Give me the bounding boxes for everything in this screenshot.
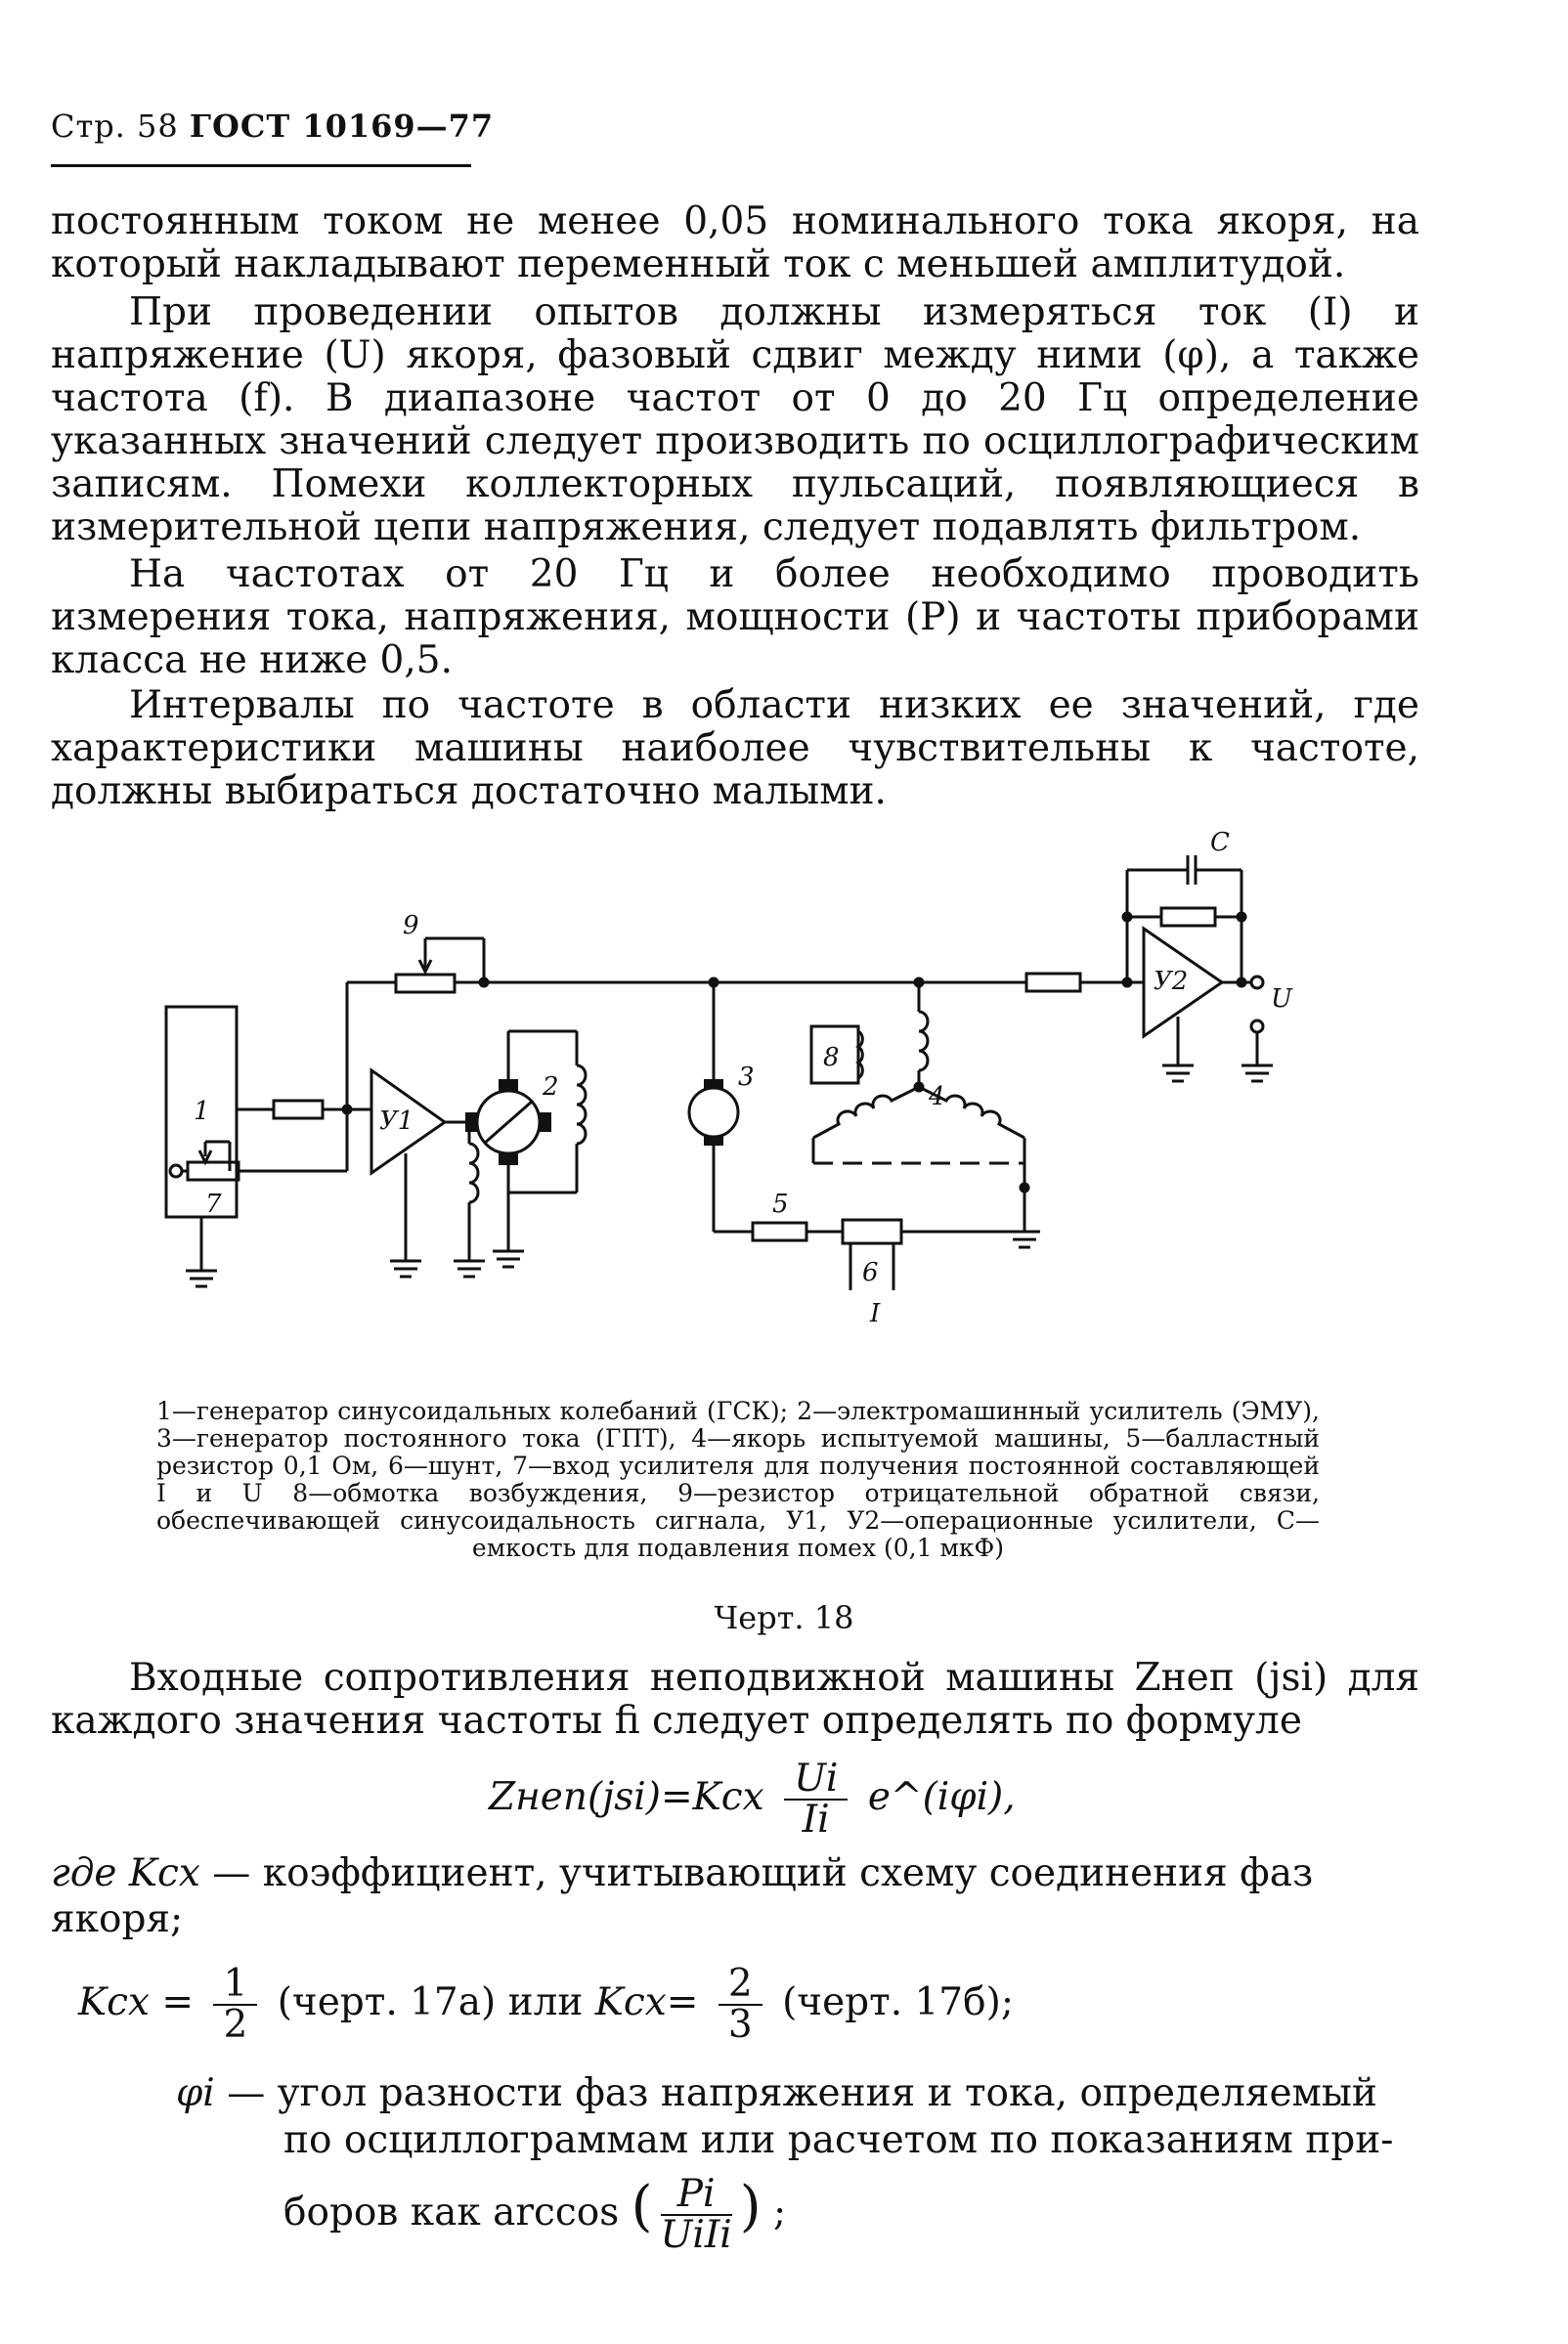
resistor-5 (753, 1223, 806, 1240)
kcx-values (78, 1962, 1014, 2047)
formula-num: Ui (784, 1759, 848, 1801)
phi-num: Pi (661, 2175, 732, 2216)
label-5: 5 (772, 1190, 789, 1219)
kcx-b-fraction (719, 1962, 762, 2047)
shunt-6 (843, 1220, 901, 1243)
label-8: 8 (823, 1043, 840, 1072)
kcx-continuation: якоря; (51, 1897, 184, 1941)
figure-caption: 1—генератор синусоидальных колебаний (ГСК); 2—электромашинный усилитель (ЭМУ), 3—генератор постоянного тока (ГПТ), 4—якорь испытуемой машины, 5—балластный резистор 0,1 Ом, 6—шунт, 7—вход усилителя для получения постоянной составляющей I и U 8—обмотка возбуждения, 9—резистор отрицательной обратной связи, обеспечивающей синусоидальность сигнала, У1, У2—операционные усилители, С—емкость для подавления помех (0,1 мкФ) (156, 1397, 1320, 1562)
circuit-schematic (147, 821, 1320, 1368)
kcx-b-lhs: Kсх= (594, 1980, 699, 2024)
kcx-b-ref: (черт. 17б); (782, 1980, 1014, 2024)
page-number: Стр. 58 (51, 108, 179, 145)
paragraph-4: Интервалы по частоте в области низких ее значений, где характеристики машины наиболее чувствительны к частоте, должны выбираться достаточно малыми. (51, 683, 1419, 813)
standard-number: ГОСТ 10169—77 (189, 108, 495, 145)
formula-intro: Входные сопротивления неподвижной машины Zнеп (jsi) для каждого значения частоты fi следует определять по формуле (51, 1656, 1419, 1743)
label-4: 4 (929, 1082, 945, 1111)
kcx-b-den: 3 (727, 2003, 753, 2047)
phi-end: ; (773, 2191, 787, 2235)
label-u: U (1271, 984, 1292, 1014)
label-7: 7 (205, 1190, 222, 1219)
kcx-a-lhs: Kсх = (78, 1980, 195, 2024)
label-9: 9 (403, 911, 419, 940)
formula-tail: e^(iφi), (867, 1775, 1016, 1819)
label-y2: У2 (1154, 967, 1189, 996)
phi-definition-line1 (176, 2072, 1377, 2115)
phi-line3: боров как arccos (283, 2191, 620, 2235)
formula-fraction (784, 1759, 848, 1840)
phi-den: UiIi (660, 2213, 732, 2257)
label-2: 2 (543, 1072, 559, 1102)
phi-line1: — угол разности фаз напряжения и тока, определяемый (227, 2071, 1377, 2115)
phi-definition-line3: боров как arccos ( $\frac{Pi}{\text{UiIi}}$ ) ; (283, 2172, 787, 2257)
page-header (51, 108, 494, 145)
paragraph-2: При проведении опытов должны измеряться ток (I) и напряжение (U) якоря, фазовый сдвиг между ними (φ), а также частота (f). В диапазоне частот от 0 до 20 Гц определение указанных значений следует производить по осциллографическим записям. Помехи коллекторных пульсаций, появляющиеся в измерительной цепи напряжения, следует подавлять фильтром. (51, 290, 1419, 549)
paragraph-3: На частотах от 20 Гц и более необходимо проводить измерения тока, напряжения, мощности (P) и частоты приборами класса не ниже 0,5. (51, 552, 1419, 682)
label-c: С (1210, 828, 1230, 857)
kcx-a-den: 2 (223, 2003, 248, 2047)
dc-generator (689, 1088, 738, 1137)
figure-title: Черт. 18 (714, 1599, 854, 1636)
kcx-a-num: 1 (213, 1965, 257, 2006)
phi-line2: по осциллограммам или расчетом по показаниям при- (283, 2118, 1394, 2162)
kcx-a-fraction (213, 1962, 257, 2047)
kcx-definition (51, 1852, 1313, 1895)
formula-main (489, 1759, 1016, 1840)
formula-lhs: Zнеп(jsi)=Kсх (489, 1775, 764, 1819)
label-3: 3 (738, 1063, 755, 1092)
header-rule (51, 164, 471, 167)
kcx-a-ref: (черт. 17а) или (277, 1980, 584, 2024)
phi-fraction (660, 2172, 732, 2257)
kcx-text: — коэффициент, учитывающий схему соединения фаз (212, 1851, 1314, 1895)
resistor-9 (396, 975, 455, 992)
label-i: I (870, 1299, 881, 1328)
phi-symbol: φi (176, 2071, 215, 2115)
paragraph-1: постоянным током не менее 0,05 номинального тока якоря, на который накладывают переменный ток с меньшей амплитудой. (51, 199, 1419, 286)
label-1: 1 (194, 1097, 210, 1126)
label-y1: У1 (379, 1107, 414, 1136)
kcx-lead: где Kсх (51, 1851, 200, 1895)
kcx-b-num: 2 (719, 1965, 762, 2006)
formula-den: Ii (802, 1798, 830, 1842)
label-6: 6 (862, 1258, 879, 1287)
